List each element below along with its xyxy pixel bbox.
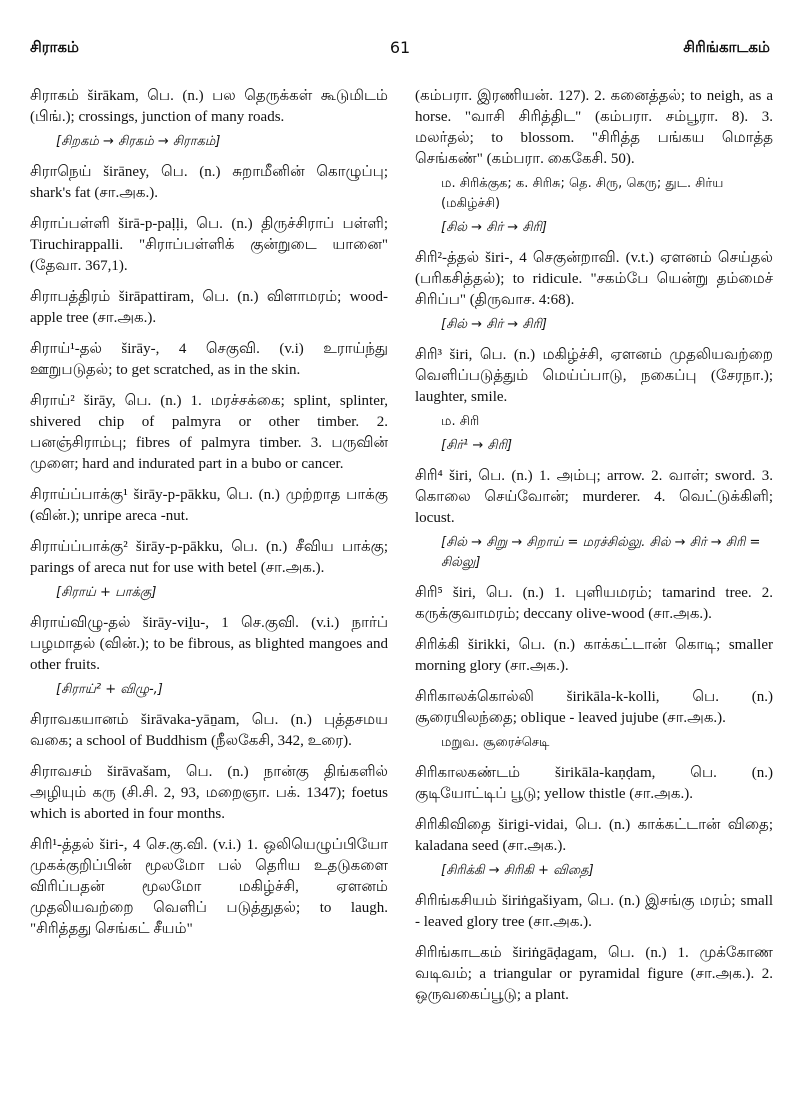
entry-text: சிரி¹-த்தல் širi-, 4 செ.கு.வி. (v.i.) 1. ஒலியெழுப்பியோ முகக்குறிப்பின் மூலமோ பல் தெரிய உதடுகளை விரிப்பதன் மூலமோ மகிழ்ச்சி, ஏளனம் முதலியவற்றை வெளிப் படுத்துதல்; to laugh. "சிரித்தது செங்கட் சீயம்" (30, 837, 388, 937)
entry-text: சிராய்விழு-தல் širāy-viḻu-, 1 செ.குவி. (v.i.) நார்ப் பழமாதல் (வின்.); to be fibrous, as blighted mangoes and other fruits. (30, 615, 388, 673)
dictionary-entry (30, 214, 388, 277)
dictionary-entry (30, 613, 388, 700)
dictionary-entry (415, 466, 773, 573)
dictionary-entry (30, 710, 388, 752)
entry-text: சிரிகிவிதை širigi-vidai, பெ. (n.) காக்கட்டான் விதை; kaladana seed (சா.அக.). (415, 817, 773, 854)
entry-etymology: [சில் → சிர் → சிரி] (441, 317, 547, 332)
dictionary-entry (30, 835, 388, 940)
dictionary-entry (415, 345, 773, 456)
entry-text: சிரி⁵ širi, பெ. (n.) 1. புளியமரம்; tamarind tree. 2. கருக்குவாமரம்; deccany olive-wood (சா.அக.). (415, 585, 773, 622)
entry-text: சிரிங்காடகம் širiṅgāḍagam, பெ. (n.) 1. முக்கோண வடிவம்; a triangular or pyramidal figure (சா.அக.). 2. ஒருவகைப்பூடு; a plant. (415, 945, 773, 1003)
dictionary-entry (30, 339, 388, 381)
entry-etymology: [சிறகம் → சிரகம் → சிராகம்] (56, 134, 221, 149)
dictionary-entry (30, 485, 388, 527)
header-left-guide-word: சிராகம் (30, 38, 79, 56)
dictionary-entry (415, 248, 773, 335)
dictionary-entry (30, 86, 388, 152)
continued-entry-etymology: [சில் → சிர் → சிரி] (441, 220, 547, 235)
right-column (415, 86, 773, 1016)
entry-text: சிராநெய் širāney, பெ. (n.) சுறாமீனின் கொழுப்பு; shark's fat (சா.அக.). (30, 164, 388, 201)
entry-text: சிரிகாலக்கொல்லி širikāla-k-kolli, பெ. (n.) சூரையிலந்தை; oblique - leaved jujube (சா.அக.). (415, 689, 773, 726)
entry-text: சிராவசம் širāvašam, பெ. (n.) நான்கு திங்களில் அழியும் கரு (சி.சி. 2, 93, மறைஞா. பக். 1347); foetus which is aborted in four months. (30, 764, 388, 822)
dictionary-entry (415, 815, 773, 881)
entry-text: சிராய்ப்பாக்கு² širāy-p-pākku, பெ. (n.) சீவிய பாக்கு; parings of areca nut for use with betel (சா.அக.). (30, 539, 388, 576)
entry-text: சிரி²-த்தல் širi-, 4 செகுன்றாவி. (v.t.) ஏளனம் செய்தல் (பரிகசித்தல்); to ridicule. "சகம்பே யென்று தம்மைச் சிரிப்ப" (திருவாச. 4:68). (415, 250, 773, 308)
page-header (30, 38, 770, 68)
entry-cognate: மறுவ. சூரைச்செடி (441, 735, 550, 750)
entry-etymology: [சிரிக்கி → சிரிகி + விதை] (441, 863, 594, 878)
dictionary-entry (30, 762, 388, 825)
entry-text: சிராய்² širāy, பெ. (n.) 1. மரச்சக்கை; splint, splinter, shivered chip of palmyra or other timber. 2. பனஞ்சிராம்பு; fibres of palmyra timber. 3. பருவின் முளை; hard and indurated part in a bubo or cancer. (30, 393, 388, 472)
entry-text: சிராவகயானம் širāvaka-yāṉam, பெ. (n.) புத்தசமய வகை; a school of Buddhism (நீலகேசி, 342, உரை). (30, 712, 388, 749)
entry-text: சிராகம் širākam, பெ. (n.) பல தெருக்கள் கூடுமிடம் (பிங்.); crossings, junction of many roads. (30, 88, 388, 125)
entry-text: சிரி⁴ širi, பெ. (n.) 1. அம்பு; arrow. 2. வாள்; sword. 3. கொலை செய்வோன்; murderer. 4. வெட்டுக்கிளி; locust. (415, 468, 773, 526)
dictionary-entry (415, 763, 773, 805)
entry-text: சிராபத்திரம் širāpattiram, பெ. (n.) விளாமரம்; wood-apple tree (சா.அக.). (30, 289, 388, 326)
dictionary-entry (30, 287, 388, 329)
dictionary-entry (415, 943, 773, 1006)
dictionary-entry (30, 162, 388, 204)
entry-cognate: ம. சிரி (441, 414, 480, 429)
entry-text: சிரி³ širi, பெ. (n.) மகிழ்ச்சி, ஏளனம் முதலியவற்றை வெளிப்படுத்தும் மெய்ப்பாடு, நகைப்பு (சேரநா.); laughter, smile. (415, 347, 773, 405)
entry-etymology: [சிராய் + பாக்கு] (56, 585, 157, 600)
dictionary-entry (415, 635, 773, 677)
entry-text: சிரிகாலகண்டம் širikāla-kaṇḍam, பெ. (n.) குடியோட்டிப் பூடு; yellow thistle (சா.அக.). (415, 765, 773, 802)
entry-etymology: [சிர்¹ → சிரி] (441, 438, 513, 453)
dictionary-entry (30, 537, 388, 603)
dictionary-entry (415, 891, 773, 933)
entry-etymology: [சிராய்² + விழு-,] (56, 682, 163, 697)
dictionary-entry (30, 391, 388, 475)
header-right-guide-word: சிரிங்காடகம் (683, 38, 770, 56)
continued-entry-text: (கம்பரா. இரணியன். 127). 2. கனைத்தல்; to neigh, as a horse. "வாசி சிரித்திட" (கம்பரா. சம்பூரா. 8). 3. மலர்தல்; to blossom. "சிரித்த பங்கய மொத்த செங்கண்" (கம்பரா. கைகேசி. 50). (415, 88, 773, 167)
entry-text: சிரிக்கி širikki, பெ. (n.) காக்கட்டான் கொடி; smaller morning glory (சா.அக.). (415, 637, 773, 674)
left-column (30, 86, 388, 950)
entry-text: சிராப்பள்ளி širā-p-paḷḷi, பெ. (n.) திருச்சிராப் பள்ளி; Tiruchirappalli. "சிராப்பள்ளிக் குன்றுடை யானை" (தேவா. 367,1). (30, 216, 388, 274)
dictionary-columns (30, 86, 773, 1086)
dictionary-entry (415, 687, 773, 753)
continued-entry-cognates: ம. சிரிக்குக; க. சிரிசு; தெ. சிரு, கெரு; துட. சிர்ய (மகிழ்ச்சி) (441, 176, 724, 211)
entry-text: சிரிங்கசியம் širiṅgašiyam, பெ. (n.) இசங்கு மரம்; small - leaved glory tree (சா.அக.). (415, 893, 773, 930)
right-column-entries (415, 248, 773, 1006)
page-number: 61 (389, 38, 411, 57)
entry-text: சிராய்¹-தல் širāy-, 4 செகுவி. (v.i) உராய்ந்து ஊறுபடுதல்; to get scratched, as in the skin. (30, 341, 388, 378)
dictionary-entry (415, 583, 773, 625)
entry-text: சிராய்ப்பாக்கு¹ širāy-p-pākku, பெ. (n.) முற்றாத பாக்கு (வின்.); unripe areca -nut. (30, 487, 388, 524)
entry-etymology: [சில் → சிறு → சிறாய் = மரச்சில்லு. சில் → சிர் → சிரி = சில்லு] (441, 535, 761, 570)
